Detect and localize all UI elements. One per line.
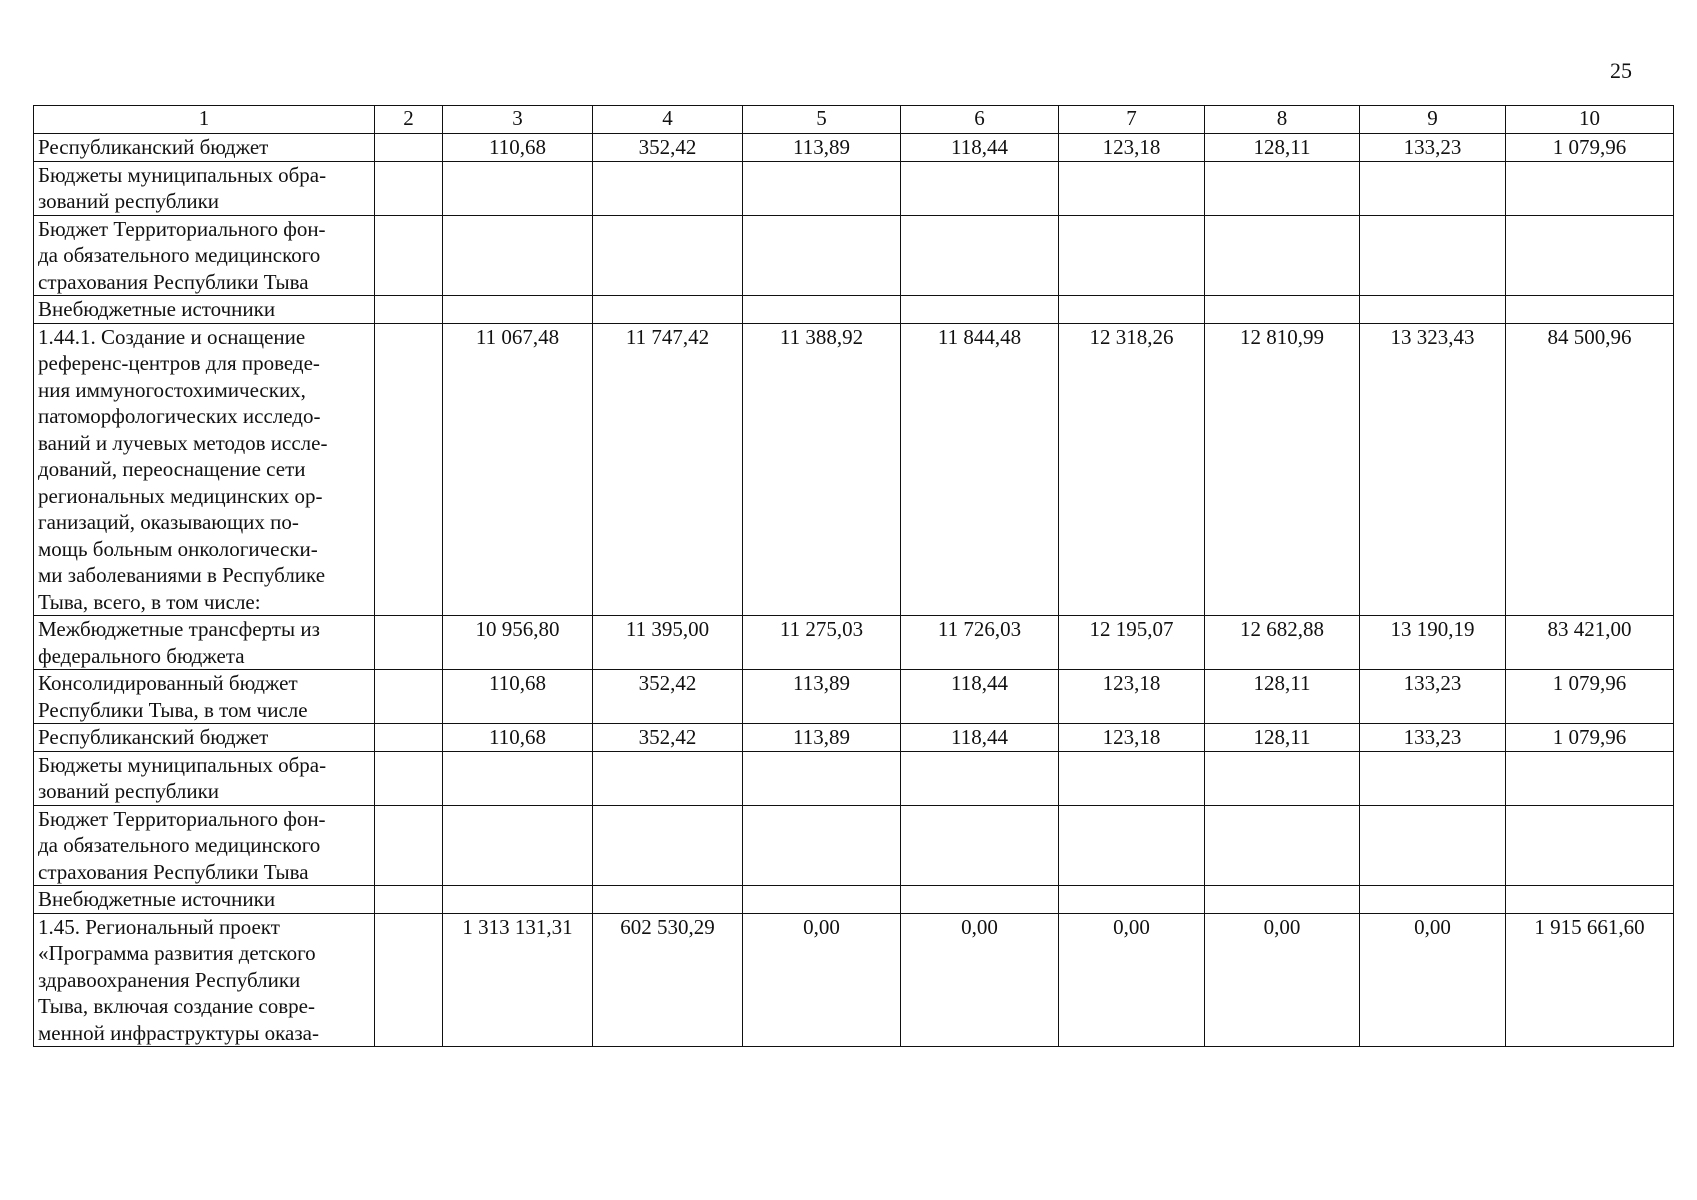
value-cell: 0,00 bbox=[1360, 913, 1506, 1047]
table-row bbox=[34, 670, 1674, 724]
table-row bbox=[34, 296, 1674, 324]
value-cell bbox=[743, 215, 901, 296]
value-cell: 13 323,43 bbox=[1360, 323, 1506, 616]
value-cell bbox=[593, 215, 743, 296]
budget-table bbox=[33, 105, 1674, 1047]
value-cell bbox=[743, 296, 901, 324]
value-cell bbox=[1205, 751, 1360, 805]
table-row bbox=[34, 323, 1674, 616]
value-cell bbox=[901, 215, 1059, 296]
value-cell: 1 313 131,31 bbox=[443, 913, 593, 1047]
value-cell bbox=[1205, 296, 1360, 324]
value-cell: 128,11 bbox=[1205, 724, 1360, 752]
value-cell bbox=[1360, 296, 1506, 324]
value-cell bbox=[1205, 805, 1360, 886]
header-cell: 8 bbox=[1205, 106, 1360, 134]
row-label: 1.44.1. Создание и оснащение референс-центров для проведе- ния иммуногостохимических, патоморфологических исследо- ваний и лучевых методов иссле- дований, переоснащение сети региональных медицинских ор- ганизаций, оказывающих по- мощь больным онкологически- ми заболеваниями в Республике Тыва, всего, в том числе: bbox=[34, 323, 375, 616]
value-cell bbox=[1059, 886, 1205, 914]
value-cell bbox=[1059, 161, 1205, 215]
row-label: Бюджет Территориального фон- да обязательного медицинского страхования Республики Тыва bbox=[34, 805, 375, 886]
value-cell: 11 844,48 bbox=[901, 323, 1059, 616]
table-row bbox=[34, 134, 1674, 162]
row-label: Республиканский бюджет bbox=[34, 724, 375, 752]
value-cell: 11 747,42 bbox=[593, 323, 743, 616]
row-label: Бюджеты муниципальных обра- зований республики bbox=[34, 751, 375, 805]
value-cell bbox=[1059, 215, 1205, 296]
value-cell: 133,23 bbox=[1360, 724, 1506, 752]
value-cell bbox=[1205, 215, 1360, 296]
value-cell bbox=[443, 886, 593, 914]
value-cell: 123,18 bbox=[1059, 670, 1205, 724]
value-cell: 10 956,80 bbox=[443, 616, 593, 670]
value-cell bbox=[1360, 751, 1506, 805]
value-cell: 0,00 bbox=[1205, 913, 1360, 1047]
table-row bbox=[34, 913, 1674, 1047]
value-cell: 1 915 661,60 bbox=[1506, 913, 1674, 1047]
value-cell: 1 079,96 bbox=[1506, 134, 1674, 162]
value-cell bbox=[901, 805, 1059, 886]
column-2-cell bbox=[375, 161, 443, 215]
header-cell: 1 bbox=[34, 106, 375, 134]
value-cell: 110,68 bbox=[443, 670, 593, 724]
value-cell bbox=[743, 751, 901, 805]
value-cell: 113,89 bbox=[743, 724, 901, 752]
value-cell: 352,42 bbox=[593, 134, 743, 162]
table-row bbox=[34, 161, 1674, 215]
value-cell: 11 275,03 bbox=[743, 616, 901, 670]
value-cell: 123,18 bbox=[1059, 724, 1205, 752]
header-cell: 9 bbox=[1360, 106, 1506, 134]
column-2-cell bbox=[375, 616, 443, 670]
table-row bbox=[34, 886, 1674, 914]
value-cell: 110,68 bbox=[443, 134, 593, 162]
value-cell bbox=[443, 296, 593, 324]
value-cell bbox=[1360, 805, 1506, 886]
row-label: 1.45. Региональный проект «Программа развития детского здравоохранения Республики Тыва, включая создание совре- менной инфраструктуры оказа- bbox=[34, 913, 375, 1047]
value-cell: 128,11 bbox=[1205, 134, 1360, 162]
page-number: 25 bbox=[1610, 58, 1632, 83]
value-cell: 113,89 bbox=[743, 134, 901, 162]
value-cell: 12 682,88 bbox=[1205, 616, 1360, 670]
value-cell: 84 500,96 bbox=[1506, 323, 1674, 616]
value-cell bbox=[1205, 161, 1360, 215]
value-cell bbox=[1506, 296, 1674, 324]
value-cell bbox=[743, 161, 901, 215]
header-cell: 10 bbox=[1506, 106, 1674, 134]
value-cell bbox=[901, 751, 1059, 805]
table-header-row bbox=[34, 106, 1674, 134]
column-2-cell bbox=[375, 805, 443, 886]
value-cell bbox=[1360, 215, 1506, 296]
value-cell: 352,42 bbox=[593, 724, 743, 752]
header-cell: 7 bbox=[1059, 106, 1205, 134]
row-label: Внебюджетные источники bbox=[34, 886, 375, 914]
value-cell bbox=[1506, 805, 1674, 886]
value-cell: 113,89 bbox=[743, 670, 901, 724]
value-cell bbox=[743, 886, 901, 914]
header-cell: 6 bbox=[901, 106, 1059, 134]
value-cell bbox=[1059, 296, 1205, 324]
value-cell bbox=[1059, 751, 1205, 805]
value-cell: 602 530,29 bbox=[593, 913, 743, 1047]
value-cell: 133,23 bbox=[1360, 670, 1506, 724]
value-cell bbox=[443, 751, 593, 805]
value-cell bbox=[1506, 886, 1674, 914]
column-2-cell bbox=[375, 323, 443, 616]
value-cell: 11 395,00 bbox=[593, 616, 743, 670]
value-cell bbox=[593, 886, 743, 914]
column-2-cell bbox=[375, 724, 443, 752]
column-2-cell bbox=[375, 215, 443, 296]
value-cell bbox=[443, 215, 593, 296]
value-cell: 11 067,48 bbox=[443, 323, 593, 616]
value-cell bbox=[901, 296, 1059, 324]
value-cell bbox=[901, 161, 1059, 215]
value-cell bbox=[443, 161, 593, 215]
value-cell: 83 421,00 bbox=[1506, 616, 1674, 670]
table-row bbox=[34, 215, 1674, 296]
row-label: Консолидированный бюджет Республики Тыва, в том числе bbox=[34, 670, 375, 724]
row-label: Бюджеты муниципальных обра- зований республики bbox=[34, 161, 375, 215]
value-cell bbox=[1506, 161, 1674, 215]
value-cell bbox=[901, 886, 1059, 914]
header-cell: 2 bbox=[375, 106, 443, 134]
column-2-cell bbox=[375, 296, 443, 324]
value-cell: 12 195,07 bbox=[1059, 616, 1205, 670]
header-cell: 5 bbox=[743, 106, 901, 134]
value-cell bbox=[593, 805, 743, 886]
column-2-cell bbox=[375, 751, 443, 805]
value-cell: 110,68 bbox=[443, 724, 593, 752]
value-cell: 133,23 bbox=[1360, 134, 1506, 162]
value-cell: 118,44 bbox=[901, 724, 1059, 752]
row-label: Внебюджетные источники bbox=[34, 296, 375, 324]
value-cell: 123,18 bbox=[1059, 134, 1205, 162]
value-cell bbox=[1205, 886, 1360, 914]
row-label: Бюджет Территориального фон- да обязательного медицинского страхования Республики Тыва bbox=[34, 215, 375, 296]
value-cell bbox=[1059, 805, 1205, 886]
value-cell: 0,00 bbox=[901, 913, 1059, 1047]
value-cell: 0,00 bbox=[743, 913, 901, 1047]
value-cell: 118,44 bbox=[901, 134, 1059, 162]
value-cell bbox=[443, 805, 593, 886]
table-row bbox=[34, 751, 1674, 805]
column-2-cell bbox=[375, 913, 443, 1047]
column-2-cell bbox=[375, 670, 443, 724]
value-cell: 1 079,96 bbox=[1506, 670, 1674, 724]
value-cell bbox=[1506, 215, 1674, 296]
value-cell: 12 810,99 bbox=[1205, 323, 1360, 616]
column-2-cell bbox=[375, 134, 443, 162]
table-row bbox=[34, 616, 1674, 670]
row-label: Республиканский бюджет bbox=[34, 134, 375, 162]
header-cell: 4 bbox=[593, 106, 743, 134]
value-cell: 0,00 bbox=[1059, 913, 1205, 1047]
value-cell: 12 318,26 bbox=[1059, 323, 1205, 616]
value-cell: 13 190,19 bbox=[1360, 616, 1506, 670]
value-cell bbox=[1506, 751, 1674, 805]
value-cell bbox=[593, 161, 743, 215]
value-cell bbox=[743, 805, 901, 886]
value-cell bbox=[1360, 161, 1506, 215]
header-cell: 3 bbox=[443, 106, 593, 134]
value-cell bbox=[593, 751, 743, 805]
value-cell: 352,42 bbox=[593, 670, 743, 724]
value-cell: 1 079,96 bbox=[1506, 724, 1674, 752]
value-cell: 118,44 bbox=[901, 670, 1059, 724]
row-label: Межбюджетные трансферты из федерального бюджета bbox=[34, 616, 375, 670]
table-row bbox=[34, 805, 1674, 886]
column-2-cell bbox=[375, 886, 443, 914]
value-cell: 128,11 bbox=[1205, 670, 1360, 724]
value-cell bbox=[1360, 886, 1506, 914]
value-cell: 11 388,92 bbox=[743, 323, 901, 616]
value-cell bbox=[593, 296, 743, 324]
table-row bbox=[34, 724, 1674, 752]
value-cell: 11 726,03 bbox=[901, 616, 1059, 670]
